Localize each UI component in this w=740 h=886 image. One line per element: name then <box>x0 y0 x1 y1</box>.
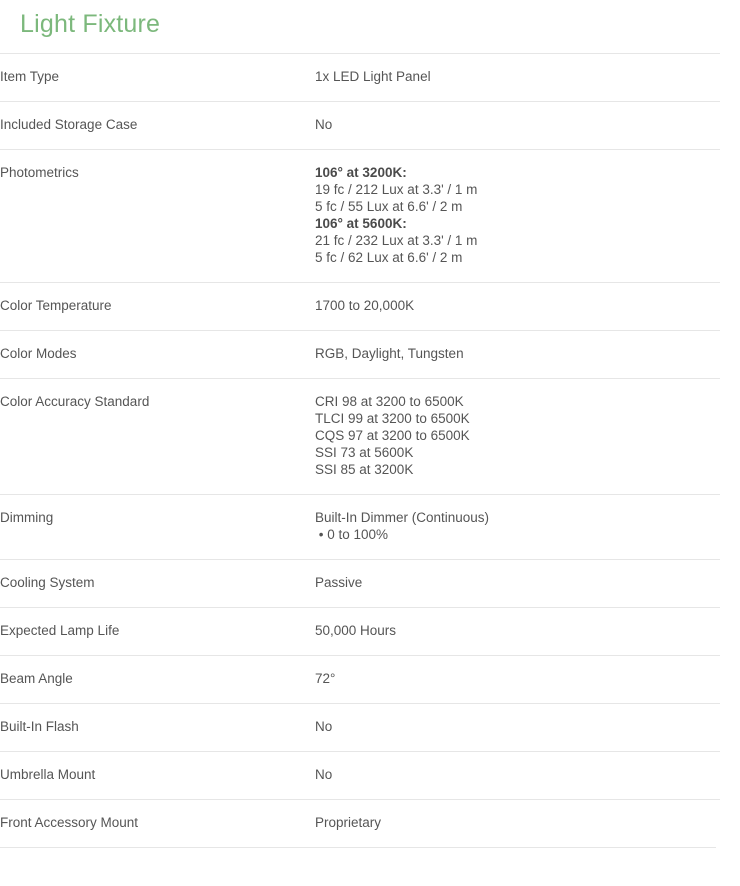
spec-value-line: Proprietary <box>315 815 382 830</box>
page-title: Light Fixture <box>20 10 161 38</box>
spec-row <box>0 495 720 560</box>
spec-value <box>315 150 720 283</box>
spec-row <box>0 752 720 800</box>
spec-row <box>0 150 720 283</box>
spec-label: Beam Angle <box>0 671 73 686</box>
spec-value-line: 72° <box>315 671 336 686</box>
spec-label: Built-In Flash <box>0 719 79 734</box>
spec-value <box>315 656 720 704</box>
spec-value-line: 19 fc / 212 Lux at 3.3' / 1 m <box>315 182 478 197</box>
spec-value-line: No <box>315 117 333 132</box>
spec-value-line: • 0 to 100% <box>315 527 389 542</box>
spec-value <box>315 800 720 848</box>
spec-row <box>0 379 720 495</box>
spec-label: Color Accuracy Standard <box>0 394 150 409</box>
spec-label: Cooling System <box>0 575 95 590</box>
spec-value-line: Passive <box>315 575 363 590</box>
spec-label: Color Modes <box>0 346 77 361</box>
spec-label: Included Storage Case <box>0 117 138 132</box>
spec-row <box>0 704 720 752</box>
spec-row <box>0 283 720 331</box>
specifications-table <box>0 53 720 847</box>
spec-value-line: 1700 to 20,000K <box>315 298 415 313</box>
spec-value-line: 1x LED Light Panel <box>315 69 431 84</box>
spec-value-line: CQS 97 at 3200 to 6500K <box>315 428 470 443</box>
spec-row <box>0 656 720 704</box>
spec-label: Dimming <box>0 510 54 525</box>
spec-value-line: CRI 98 at 3200 to 6500K <box>315 394 464 409</box>
spec-value-line: Built-In Dimmer (Continuous) <box>315 510 490 525</box>
spec-value-line: 50,000 Hours <box>315 623 397 638</box>
spec-value-line: 5 fc / 55 Lux at 6.6' / 2 m <box>315 199 463 214</box>
spec-value-line: RGB, Daylight, Tungsten <box>315 346 464 361</box>
spec-label: Front Accessory Mount <box>0 815 139 830</box>
spec-row <box>0 54 720 102</box>
spec-value <box>315 560 720 608</box>
spec-label: Umbrella Mount <box>0 767 96 782</box>
spec-row <box>0 608 720 656</box>
spec-row <box>0 331 720 379</box>
spec-label: Expected Lamp Life <box>0 623 120 638</box>
spec-value-line: TLCI 99 at 3200 to 6500K <box>315 411 470 426</box>
spec-value-line: SSI 85 at 3200K <box>315 462 414 477</box>
spec-label: Color Temperature <box>0 298 112 313</box>
spec-value <box>315 283 720 331</box>
spec-value <box>315 752 720 800</box>
spec-value <box>315 54 720 102</box>
spec-value <box>315 331 720 379</box>
spec-value-line: SSI 73 at 5600K <box>315 445 414 460</box>
spec-row <box>0 800 720 848</box>
spec-row <box>0 560 720 608</box>
spec-value-line: 106° at 3200K: <box>315 165 407 180</box>
spec-value-line: 5 fc / 62 Lux at 6.6' / 2 m <box>315 250 463 265</box>
spec-value <box>315 495 720 560</box>
spec-value-line: No <box>315 767 333 782</box>
specifications-table-body <box>0 54 720 848</box>
spec-value <box>315 608 720 656</box>
spec-row <box>0 102 720 150</box>
spec-label: Item Type <box>0 69 60 84</box>
spec-label: Photometrics <box>0 165 79 180</box>
spec-value-line: 106° at 5600K: <box>315 216 407 231</box>
spec-value-line: 21 fc / 232 Lux at 3.3' / 1 m <box>315 233 478 248</box>
spec-value <box>315 102 720 150</box>
table-bottom-divider <box>0 847 716 848</box>
spec-value-line: No <box>315 719 333 734</box>
spec-value <box>315 704 720 752</box>
spec-value <box>315 379 720 495</box>
